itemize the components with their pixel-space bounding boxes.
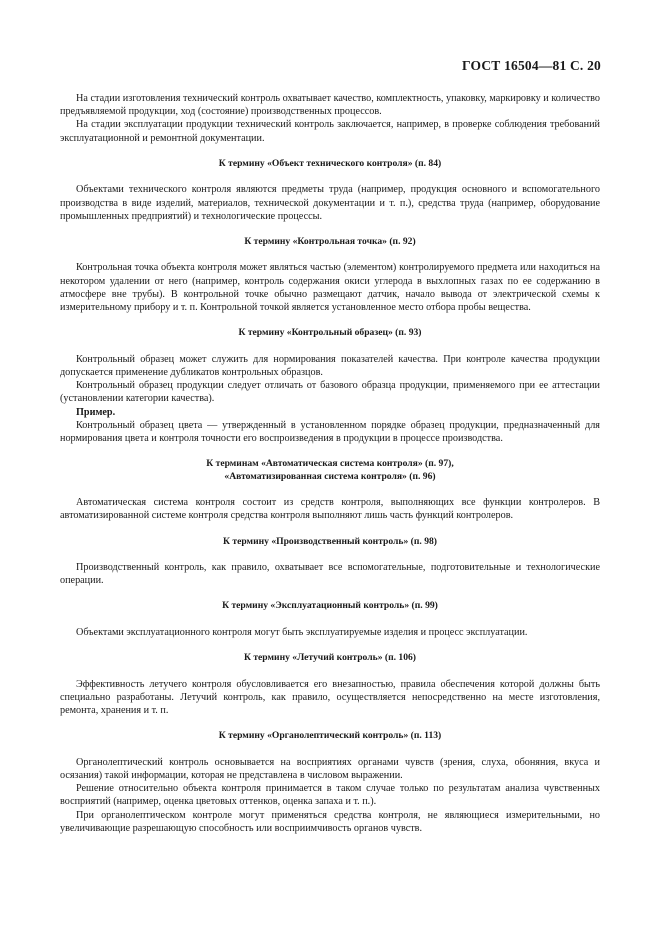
section-paragraph: Решение относительно объекта контроля принимается в таком случае только по результатам анализа чувственных восприятий (например, оценка цветовых оттенков, оценка запаха и т. п.). [60,783,600,808]
section-heading: К термину «Производственный контроль» (п. 98) [223,535,437,547]
page-content [60,92,600,835]
section-heading: К термину «Эксплуатационный контроль» (п. 99) [222,600,438,612]
intro-paragraph: На стадии эксплуатации продукции технический контроль заключается, например, в проверке соблюдения требований эксплуатационной и ремонтной документации. [60,119,600,144]
section-heading: К термину «Контрольная точка» (п. 92) [244,235,416,247]
intro-paragraph: На стадии изготовления технический контроль охватывает качество, комплектность, упаковку, маркировку и количество предъявляемой продукции, ход (состояние) производственных процессов. [60,93,600,118]
page-header: ГОСТ 16504—81 С. 20 [462,58,601,73]
section-paragraph: Объектами эксплуатационного контроля могут быть эксплуатируемые изделия и процесс эксплуатации. [76,626,528,638]
section-paragraph: Контрольная точка объекта контроля может являться частью (элементом) контролируемого предмета или находиться на некотором удалении от него (например, контроль содержания окиси углерода в выхлопных газах по ее содержанию в атмосфере вне трубы). В контрольной точке обычно размещают датчик, начало вывода от электрической схемы к измерительному прибору и т. п. Контрольной точкой является установленное место отбора пробы вещества. [60,262,600,314]
section-heading: К термину «Контрольный образец» (п. 93) [238,327,422,339]
section-paragraph: Контрольный образец продукции следует отличать от базового образца продукции, применяемого при ее аттестации (установлении категории качества). [60,380,600,405]
section-paragraph: Эффективность летучего контроля обусловливается его внезапностью, правила обеспечения которой должны быть специально разработаны. Летучий контроль, как правило, осуществляется непосредственно на месте изготовления, ремонта, хранения и т. п. [60,678,600,717]
section-heading: К термину «Летучий контроль» (п. 106) [243,652,416,664]
section-paragraph: Объектами технического контроля являются предметы труда (например, продукция основного и вспомогательного производства в виде изделий, материалов, технической документации и т. п.), средства труда (например, оборудование промышленных предприятий) и технологические процессы. [60,184,600,222]
section-paragraph: Органолептический контроль основывается на восприятиях органами чувств (зрения, слуха, обоняния, вкуса и осязания) такой информации, которая не представлена в числовом выражении. [60,756,600,781]
section-paragraph: Производственный контроль, как правило, охватывает все вспомогательные, подготовительные и технологические операции. [60,562,600,587]
section-paragraph: Контрольный образец может служить для нормирования показателей качества. При контроле качества продукции допускается применение дубликатов контрольных образцов. [60,353,600,378]
section-heading: К термину «Объект технического контроля» (п. 84) [218,157,442,169]
section-heading: К термину «Органолептический контроль» (п. 113) [218,730,442,742]
section-paragraph: При органолептическом контроле могут применяться средства контроля, не являющиеся измерительными, но увеличивающие разрешающую способность или восприимчивость органов чувств. [60,809,600,834]
example-label: Пример. [76,406,116,418]
section-paragraph: Автоматическая система контроля состоит из средств контроля, выполняющих все функции контролеров. В автоматизированной системе контроля средства контроля выполняют лишь часть функций контролеров. [60,497,600,522]
section-paragraph: Контрольный образец цвета — утвержденный в установленном порядке образец продукции, предназначенный для нормирования цвета и контроля точности его воспроизведения в продукции в процессе производства. [60,419,600,444]
section-heading: К терминам «Автоматическая система контроля» (п. 97), «Автоматизированная система контроля» (п. 96) [206,458,454,482]
